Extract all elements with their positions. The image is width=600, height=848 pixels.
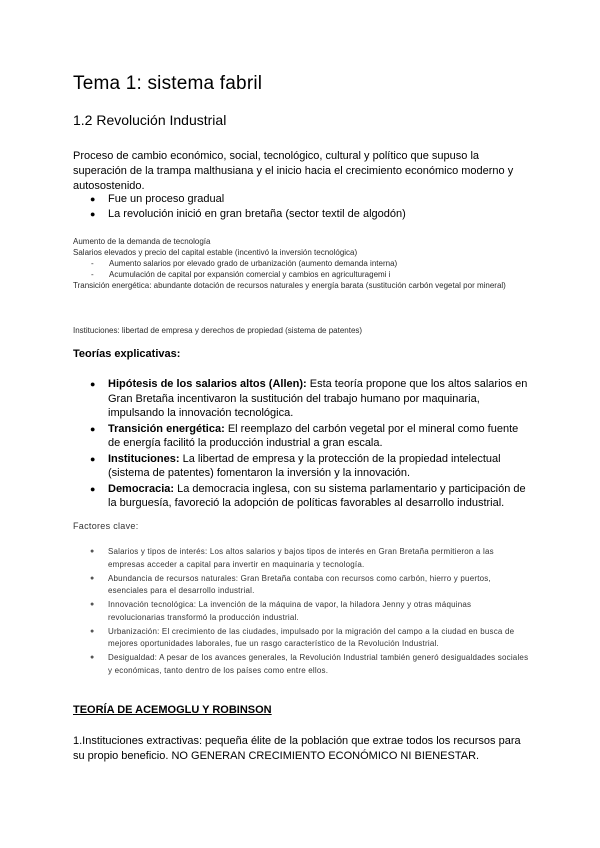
- theories-list: [90, 377, 530, 512]
- note-subitem: - Acumulación de capital por expansión comercial y cambios en agriculturagemi i: [73, 269, 543, 280]
- list-item: [90, 377, 530, 421]
- item-text: La democracia inglesa, con su sistema parlamentario y participación de la burguesía, favoreció la adopción de políticas favorables al desarrollo industrial.: [108, 482, 526, 509]
- item-text: La libertad de empresa y la protección de la propiedad intelectual (sistema de patentes) fomentaron la inversión y la innovación.: [108, 452, 501, 479]
- intro-paragraph: Proceso de cambio económico, social, tecnológico, cultural y político que supuso la superación de la trampa malthusiana y el inicio hacia el crecimiento económico moderno y autosostenido.: [73, 150, 514, 192]
- item-label: Hipótesis de los salarios altos (Allen):: [108, 378, 307, 390]
- section-heading: 1.2 Revolución Industrial: [73, 112, 227, 128]
- item-label: Transición energética:: [108, 422, 225, 435]
- acemoglu-paragraph: 1.Instituciones extractivas: pequeña élite de la población que extrae todos los recursos para su propio beneficio. NO GENERAN CRECIMIENTO ECONÓMICO NI BIENESTAR.: [73, 735, 521, 762]
- list-item: ● Urbanización: El crecimiento de las ciudades, impulsado por la migración del campo a la ciudad en busca de mejores oportunidades laborales, fue un rasgo característico de la Revolución Industrial.: [90, 626, 530, 651]
- intro-bullet-list: [90, 192, 520, 222]
- list-item: [90, 422, 530, 451]
- note-subitem: - Aumento salarios por elevado grado de urbanización (aumento demanda interna): [73, 258, 543, 269]
- list-item: ● Fue un proceso gradual: [90, 192, 520, 207]
- item-label: Democracia:: [108, 482, 175, 495]
- notes-block: [73, 236, 543, 291]
- list-item: ● Innovación tecnológica: La invención de la máquina de vapor, la hiladora Jenny y otras máquinas revolucionarias transformó la producción industrial.: [90, 599, 530, 624]
- list-item: ● La revolución inició en gran bretaña (sector textil de algodón): [90, 207, 520, 222]
- list-item: [90, 452, 530, 481]
- list-item: [90, 482, 530, 511]
- note-line: Aumento de la demanda de tecnología: [73, 237, 211, 246]
- item-label: Instituciones:: [108, 452, 180, 465]
- page-title: Tema 1: sistema fabril: [73, 73, 263, 94]
- list-item: ● Desigualdad: A pesar de los avances generales, la Revolución Industrial también generó desigualdades sociales y económicas, tanto dentro de los países como entre ellos.: [90, 652, 530, 677]
- item-text: Esta teoría propone que los altos salarios en Gran Bretaña incentivaron la sustitución del trabajo humano por maquinaria, impulsando la innovación tecnológica.: [108, 378, 528, 419]
- list-item: ● Abundancia de recursos naturales: Gran Bretaña contaba con recursos como carbón, hierro y puertos, esenciales para el desarrollo industrial.: [90, 573, 530, 598]
- list-item: ● Salarios y tipos de interés: Los altos salarios y bajos tipos de interés en Gran Bretaña permitieron a las empresas acceder a capital para invertir en maquinaria y tecnología.: [90, 546, 530, 571]
- factors-heading: Factores clave:: [73, 521, 139, 531]
- note-line: Salarios elevados y precio del capital estable (incentivó la inversión tecnológica): [73, 248, 358, 257]
- factors-list: [90, 546, 530, 679]
- note-line: Transición energética: abundante dotación de recursos naturales y energía barata (sustitución carbón vegetal por mineral): [73, 281, 506, 290]
- theories-heading: Teorías explicativas:: [73, 348, 181, 360]
- note-line: Instituciones: libertad de empresa y derechos de propiedad (sistema de patentes): [73, 326, 363, 335]
- acemoglu-heading: TEORÍA DE ACEMOGLU Y ROBINSON: [73, 704, 272, 716]
- item-text: El reemplazo del carbón vegetal por el mineral como fuente de energía facilitó la producción industrial a gran escala.: [108, 422, 519, 449]
